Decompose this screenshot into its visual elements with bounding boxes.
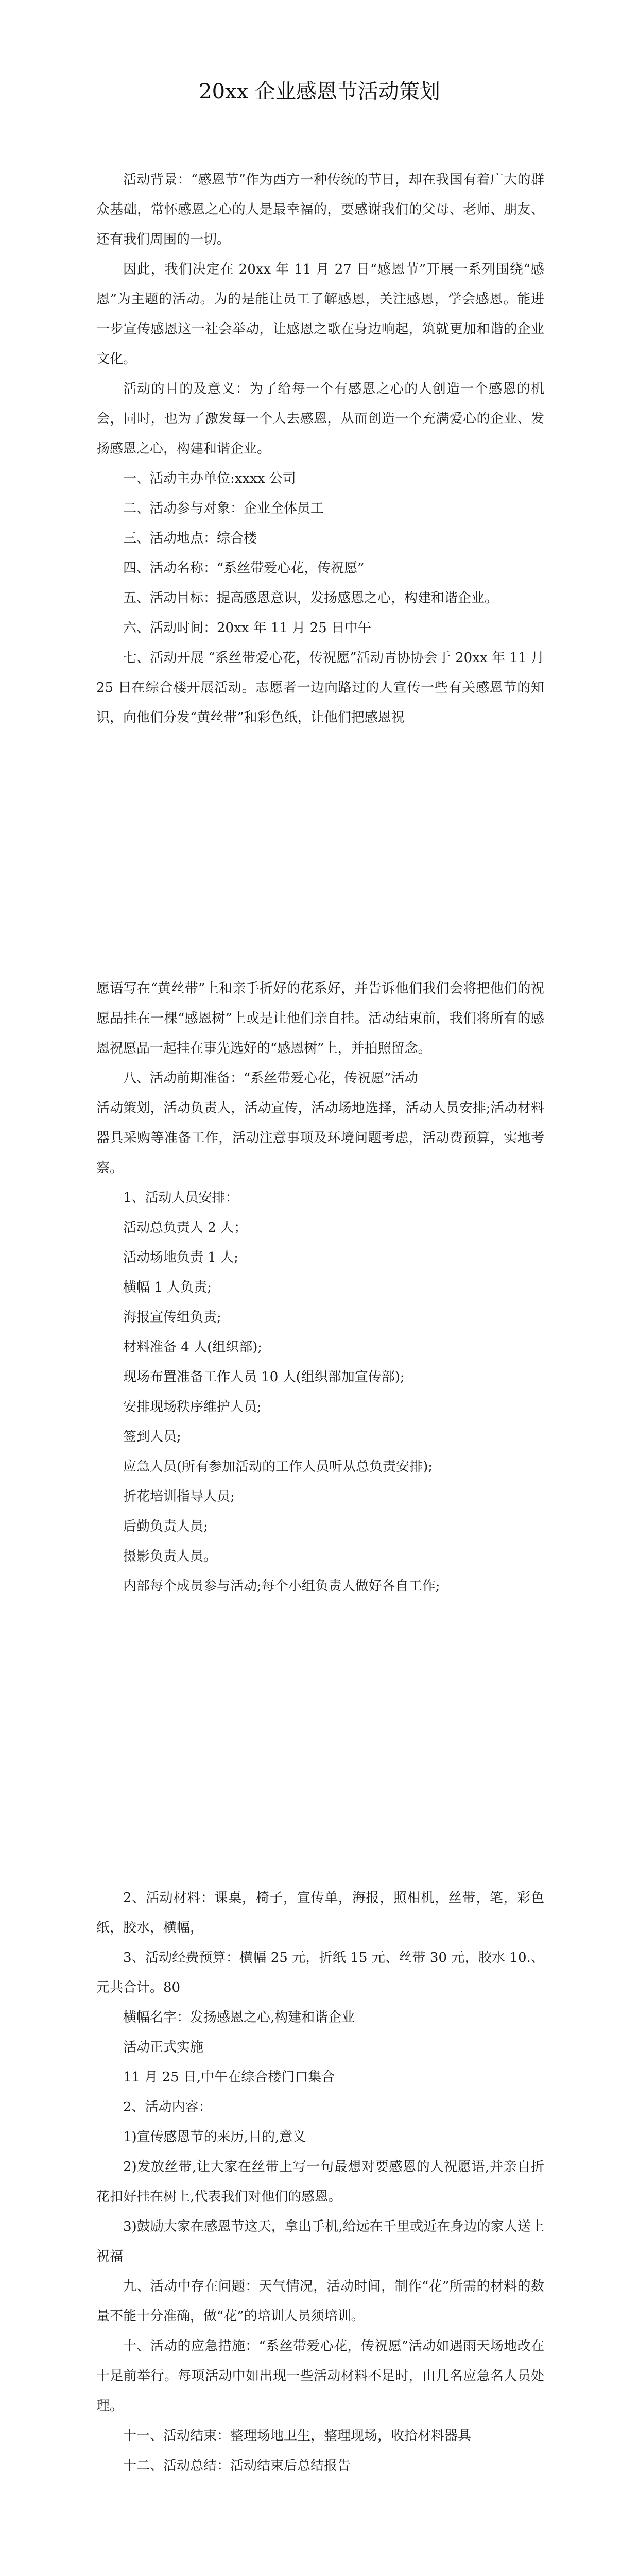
staff-line: 活动总负责人 2 人； [123,1220,248,1235]
content-line: 3)鼓励大家在感恩节这天，拿出手机,给远在千里或近在身边的家人送上祝福 [96,2219,544,2264]
staff-line: 折花培训指导人员; [123,1489,235,1504]
staff-line: 应急人员(所有参加活动的工作人员听从总负责安排); [123,1459,433,1475]
implementation-heading: 活动正式实施 [123,2040,204,2055]
item-closing: 十一、活动结束：整理场地卫生，整理现场，收拾材料器具 [123,2428,472,2444]
staff-line: 材料准备 4 人(组织部); [123,1340,263,1355]
item-organizer: 一、活动主办单位:xxxx 公司 [123,471,296,486]
staff-line: 安排现场秩序维护人员; [123,1399,262,1415]
item-emergency: 十、活动的应急措施：“系丝带爱心花，传祝愿”活动如遇雨天场地改在十足前举行。每项活动中如出现一些活动材料不足时，由几名应急名人员处理。 [96,2338,544,2414]
staff-line: 海报宣传组负责; [123,1310,221,1325]
item-problems: 九、活动中存在问题：天气情况，活动时间，制作“花”所需的材料的数量不能十分准确，做“花”的培训人员须培训。 [96,2279,544,2324]
section-1 [96,165,544,733]
item-preparation: 八、活动前期准备：“系丝带爱心花，传祝愿”活动 [123,1071,418,1086]
item-location: 三、活动地点：综合楼 [123,531,257,546]
section-3 [96,1883,544,2481]
staff-line: 内部每个成员参与活动;每个小组负责人做好各自工作; [123,1579,440,1594]
staff-line: 摄影负责人员。 [123,1549,217,1564]
item-content-heading: 2、活动内容： [123,2099,212,2115]
section-2 [96,974,544,1601]
item-materials: 2、活动材料：课桌，椅子，宣传单，海报，照相机，丝带，笔，彩色纸，胶水，横幅， [96,1890,544,1936]
staff-line: 活动场地负责 1 人; [123,1250,238,1265]
content-line: 2)发放丝带,让大家在丝带上写一句最想对要感恩的人祝愿语,并亲自折花扣好挂在树上,代表我们对他们的感恩。 [96,2159,544,2205]
gathering-time: 11 月 25 日,中午在综合楼门口集合 [123,2070,335,2085]
item-staff-heading: 1、活动人员安排： [123,1190,239,1206]
item-activity: 七、活动开展 “系丝带爱心花，传祝愿”活动青协协会于 20xx 年 11 月 25 日在综合楼开展活动。志愿者一边向路过的人宣传一些有关感恩节的知识，向他们分发“黄丝带”和彩色纸，让他们把感恩祝 [96,650,544,725]
item-participants: 二、活动参与对象：企业全体员工 [123,501,324,516]
item-goal: 五、活动目标：提高感恩意识，发扬感恩之心，构建和谐企业。 [123,590,498,606]
paragraph-reason: 因此，我们决定在 20xx 年 11 月 27 日“感恩节”开展一系列围绕“感恩”为主题的活动。为的是能让员工了解感恩，关注感恩，学会感恩。能进一步宣传感恩这一社会举动，让感恩之歌在身边响起，筑就更加和谐的企业文化。 [96,262,544,367]
staff-line: 签到人员; [123,1429,181,1445]
item-budget: 3、活动经费预算：横幅 25 元，折纸 15 元、丝带 30 元，胶水 10.、元共合计。80 [96,1950,544,1995]
document-title: 20xx 企业感恩节活动策划 [199,80,440,104]
staff-line: 现场布置准备工作人员 10 人(组织部加宣传部); [123,1369,405,1385]
item-time: 六、活动时间：20xx 年 11 月 25 日中午 [123,620,371,636]
item-name: 四、活动名称：“系丝带爱心花，传祝愿” [123,561,365,576]
paragraph-background: 活动背景：“感恩节”作为西方一种传统的节日，却在我国有着广大的群众基础，常怀感恩之心的人是最幸福的，要感谢我们的父母、老师、朋友、还有我们周围的一切。 [96,172,544,247]
item-summary: 十二、活动总结：活动结束后总结报告 [123,2458,351,2473]
staff-line: 后勤负责人员; [123,1519,208,1534]
banner-name: 横幅名字：发扬感恩之心,构建和谐企业 [123,2010,355,2025]
paragraph-purpose: 活动的目的及意义：为了给每一个有感恩之心的人创造一个感恩的机会，同时，也为了激发每一个人去感恩，从而创造一个充满爱心的企业、发扬感恩之心，构建和谐企业。 [96,381,544,456]
content-line: 1)宣传感恩节的来历,目的,意义 [123,2129,306,2145]
paragraph-activity-continued: 愿语写在“黄丝带”上和亲手折好的花系好，并告诉他们我们会将把他们的祝愿品挂在一棵“感恩树”上或是让他们亲自挂。活动结束前，我们将所有的感恩祝愿品一起挂在事先选好的“感恩树”上，并拍照留念。 [96,981,544,1056]
staff-line: 横幅 1 人负责; [123,1280,212,1295]
paragraph-preparation-details: 活动策划，活动负责人，活动宣传，活动场地选择，活动人员安排;活动材料器具采购等准备工作，活动注意事项及环境问题考虑，活动费预算，实地考察。 [96,1100,544,1176]
